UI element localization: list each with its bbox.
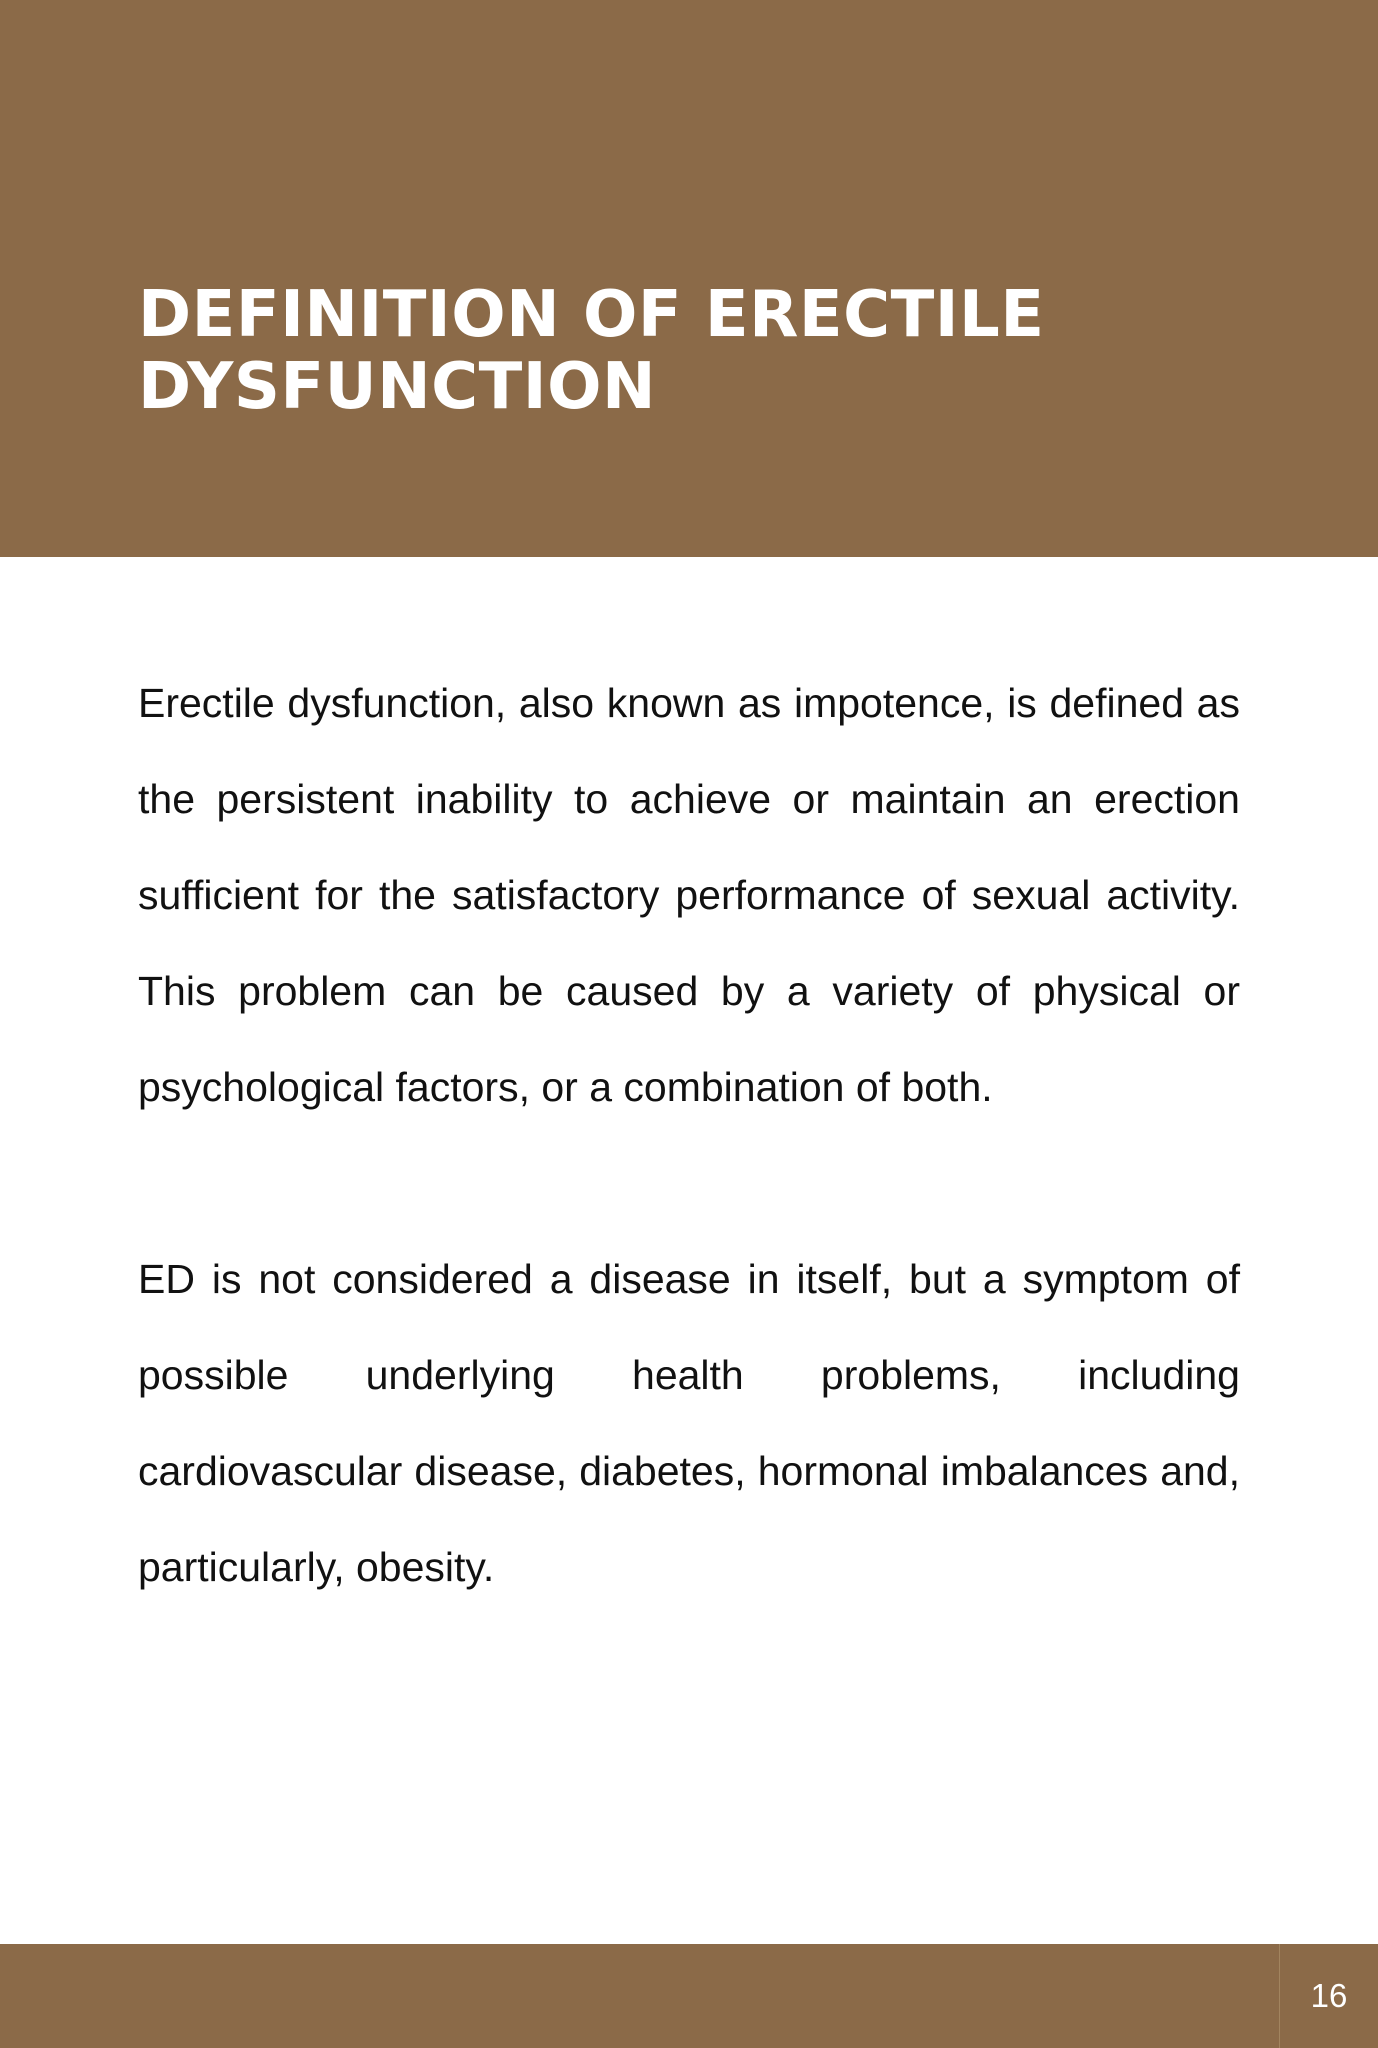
- page-number: 16: [1310, 1977, 1348, 2014]
- page-title: DEFINITION OF ERECTILE DYSFUNCTION: [138, 278, 1045, 424]
- header-band: [0, 0, 1378, 557]
- main-content: [138, 655, 1240, 1615]
- footer-band: [0, 1944, 1378, 2048]
- paragraph-symptom: ED is not considered a disease in itself, but a symptom of possible underlying health problems, including cardiovascular disease, diabetes, hormonal imbalances and, particularly, obesity.: [138, 1256, 1240, 1590]
- page-number-box: [1279, 1944, 1378, 2048]
- paragraph-definition: Erectile dysfunction, also known as impotence, is defined as the persistent inability to achieve or maintain an erection sufficient for the satisfactory performance of sexual activity. This problem can be caused by a variety of physical or psychological factors, or a combination of both.: [138, 680, 1240, 1110]
